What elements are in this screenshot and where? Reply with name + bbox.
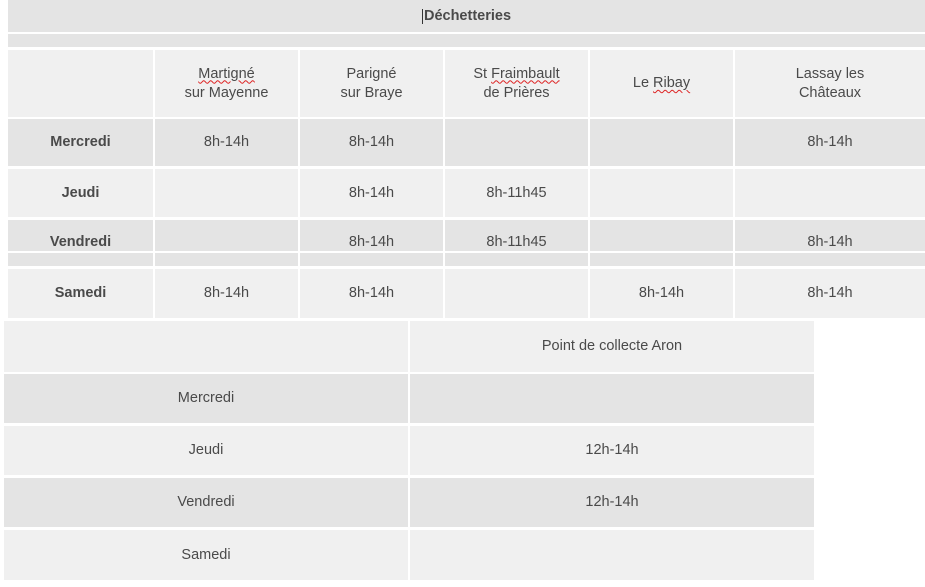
header-line1: Parigné bbox=[346, 65, 397, 82]
table1-cell bbox=[590, 220, 733, 251]
table1-cell: 8h-14h bbox=[300, 119, 443, 166]
table1-cell: 8h-14h bbox=[155, 269, 298, 318]
table1-split-row bbox=[590, 253, 733, 266]
table1-row-day: Mercredi bbox=[8, 119, 153, 166]
header-parigne bbox=[300, 50, 443, 117]
table1-spacer-row bbox=[8, 34, 925, 47]
header-line2: de Prières bbox=[483, 84, 550, 101]
header-line2: Châteaux bbox=[798, 84, 862, 101]
table1-cell: 8h-14h bbox=[735, 269, 925, 318]
header-lassay bbox=[735, 50, 925, 117]
table1-cell: 8h-11h45 bbox=[445, 169, 588, 217]
table2-cell bbox=[410, 374, 814, 423]
table1-cell bbox=[445, 269, 588, 318]
table1-cell bbox=[590, 119, 733, 166]
table2-corner-cell bbox=[4, 321, 408, 372]
table1-cell: 8h-14h bbox=[735, 220, 925, 251]
table1-corner-cell bbox=[8, 50, 153, 117]
table2-row-day: Mercredi bbox=[4, 374, 408, 423]
header-st-fraimbault bbox=[445, 50, 588, 117]
header-line2: sur Braye bbox=[340, 84, 403, 101]
text-cursor bbox=[422, 9, 423, 24]
table1-cell bbox=[735, 169, 925, 217]
table1-cell bbox=[445, 119, 588, 166]
table1-cell: 8h-14h bbox=[155, 119, 298, 166]
header-line1: Martigné bbox=[198, 65, 255, 82]
table1-title: Déchetteries bbox=[423, 7, 512, 24]
table2-row-day: Vendredi bbox=[4, 478, 408, 527]
table1-row-day: Jeudi bbox=[8, 169, 153, 217]
header-line2: sur Mayenne bbox=[184, 84, 269, 101]
table1-split-row bbox=[300, 253, 443, 266]
table2-row-day: Samedi bbox=[4, 530, 408, 580]
table1-cell: 8h-14h bbox=[590, 269, 733, 318]
table1-split-row bbox=[735, 253, 925, 266]
table1-row-day: Vendredi bbox=[8, 220, 153, 251]
table1-cell: 8h-14h bbox=[300, 220, 443, 251]
table1-cell: 8h-14h bbox=[300, 169, 443, 217]
table2-row-day: Jeudi bbox=[4, 426, 408, 475]
header-line1: St Fraimbault bbox=[473, 65, 560, 82]
table1-split-row bbox=[445, 253, 588, 266]
table1-cell bbox=[155, 169, 298, 217]
table2-cell: 12h-14h bbox=[410, 426, 814, 475]
table2-cell bbox=[410, 530, 814, 580]
table1-cell bbox=[155, 220, 298, 251]
table1-cell: 8h-14h bbox=[735, 119, 925, 166]
table1-split-row bbox=[8, 253, 153, 266]
header-martigne bbox=[155, 50, 298, 117]
header-line1: Le Ribay bbox=[632, 75, 691, 91]
table1-title-cell bbox=[8, 0, 925, 32]
header-le-ribay bbox=[590, 50, 733, 117]
table1-split-row bbox=[155, 253, 298, 266]
table1-cell: 8h-14h bbox=[300, 269, 443, 318]
table1-cell: 8h-11h45 bbox=[445, 220, 588, 251]
table1-row-day: Samedi bbox=[8, 269, 153, 318]
table1-cell bbox=[590, 169, 733, 217]
header-line1: Lassay les bbox=[795, 65, 865, 82]
table2-header: Point de collecte Aron bbox=[410, 321, 814, 372]
table2-cell: 12h-14h bbox=[410, 478, 814, 527]
